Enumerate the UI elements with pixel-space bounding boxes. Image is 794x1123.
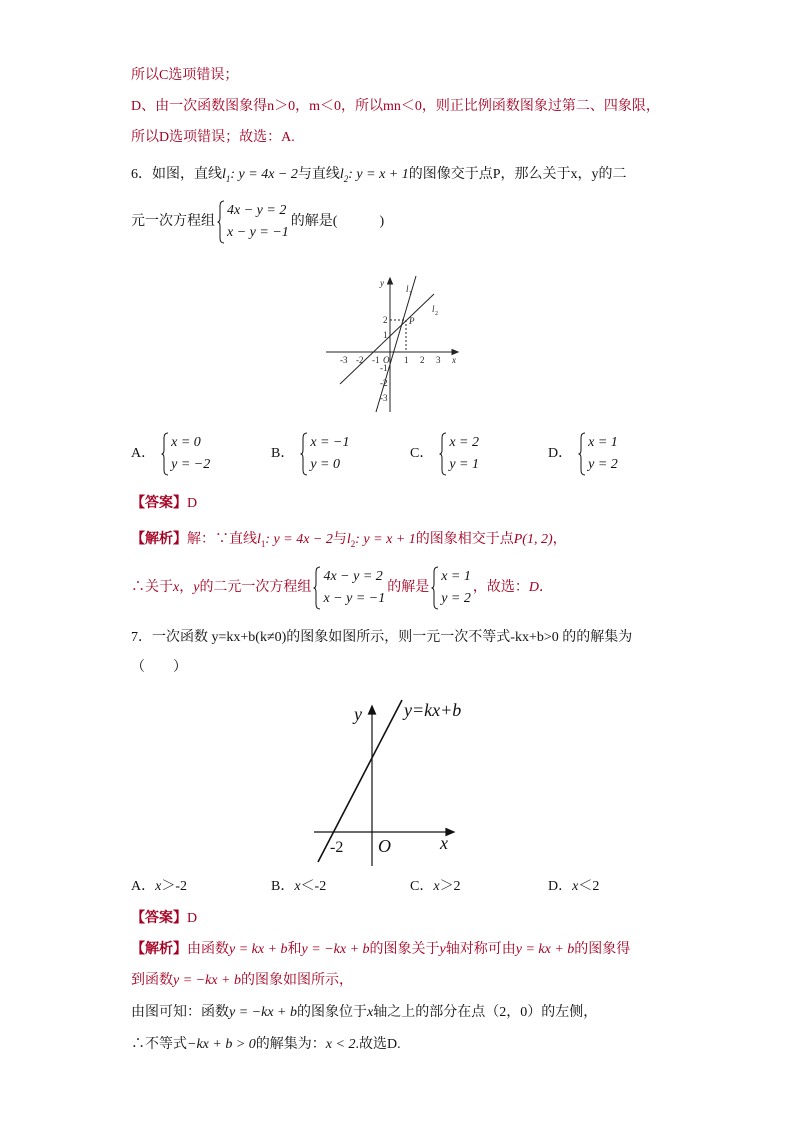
option-system	[300, 432, 349, 476]
option-label: C．	[410, 446, 434, 461]
line-l1-equation: : y = 4x − 2	[230, 167, 298, 182]
question-paren: （ ）	[131, 660, 187, 675]
answer-line	[131, 909, 197, 929]
analysis-line-4	[131, 1035, 401, 1055]
line-l1-label-sub: 1	[409, 291, 412, 297]
analysis-text: 轴对称可由	[445, 942, 516, 957]
analysis-math: −kx + b > 0	[187, 1037, 256, 1052]
option-a[interactable]	[131, 877, 187, 897]
analysis-math: x	[173, 580, 180, 596]
line-label: y=kx+b	[404, 700, 462, 720]
analysis-tag: 【解析】	[131, 942, 187, 957]
option-row: x = 1	[588, 435, 618, 450]
analysis-line-1	[131, 530, 567, 554]
brace-icon	[313, 566, 321, 610]
analysis-math: y	[193, 580, 200, 596]
line-l1-name: l	[257, 532, 261, 547]
analysis-math: y = kx + b	[229, 942, 288, 957]
option-system	[161, 432, 210, 476]
option-row: y = 2	[588, 457, 618, 472]
solution-system	[431, 566, 471, 610]
line-l2-equation: : y = x + 1	[348, 167, 409, 182]
prev-answer-text: 所以C选项错误；	[131, 68, 239, 83]
equation-row: x − y = −1	[227, 225, 289, 240]
x-axis-label: x	[440, 833, 448, 853]
analysis-text: 的解是	[387, 580, 430, 596]
analysis-text: 轴之上的部分在点（2，0）的左侧，	[373, 1005, 598, 1020]
option-label: D．	[548, 446, 573, 461]
text-line	[131, 66, 238, 86]
line-l1-label: l	[406, 284, 409, 294]
origin-label: O	[383, 355, 390, 365]
option-label: B．	[271, 879, 295, 894]
line-l2-name: l	[346, 532, 351, 547]
prev-answer-text: D、由一次函数图象得n＞0，m＜0，所以mn＜0，则正比例函数图象过第二、四象限，	[131, 99, 660, 114]
option-c[interactable]	[410, 432, 481, 476]
analysis-text: ，	[179, 580, 194, 596]
option-row: x = 0	[171, 435, 201, 450]
option-row: x = 2	[449, 435, 480, 450]
question-7-line-1	[131, 628, 632, 648]
analysis-text: ∴	[131, 580, 145, 596]
option-row: x = −1	[310, 435, 350, 450]
solution-row: x = 1	[441, 569, 471, 584]
analysis-text: 的图象得	[574, 942, 631, 957]
option-value: ＞2	[439, 879, 461, 894]
line-l2-sub: 2	[350, 538, 356, 549]
analysis-math: x	[366, 1005, 374, 1020]
line-l2-label-sub: 2	[435, 311, 438, 317]
analysis-math: x < 2	[325, 1037, 356, 1052]
analysis-tag: 【解析】	[131, 532, 187, 547]
analysis-text: ∴不等式	[131, 1037, 187, 1052]
analysis-math: D	[528, 580, 540, 596]
analysis-text: 的图象位于	[296, 1005, 367, 1020]
analysis-math: : y = 4x − 2	[265, 532, 333, 547]
analysis-line-2	[131, 566, 553, 610]
analysis-text: 的图象如图所示，	[240, 973, 353, 988]
y-tick-label: -3	[380, 393, 388, 403]
analysis-text: 由图可知：函数	[131, 1005, 229, 1020]
y-tick-label: -1	[380, 363, 388, 373]
origin-label: O	[378, 836, 391, 856]
question-text: 的解是( )	[290, 214, 385, 230]
answer-tag: 【答案】	[131, 911, 187, 926]
analysis-math: y = kx + b	[515, 942, 575, 957]
option-value: ＜-2	[300, 879, 327, 894]
question-text: 与直线	[297, 167, 340, 182]
option-value: ＞-2	[161, 879, 188, 894]
analysis-text: ．	[539, 580, 554, 596]
x-tick-label: 2	[420, 355, 425, 365]
analysis-math: : y = x + 1	[355, 532, 416, 547]
option-d[interactable]	[548, 432, 620, 476]
option-var: x	[155, 879, 162, 894]
equation-row: 4x − y = 2	[227, 203, 287, 218]
option-row: y = 1	[449, 457, 480, 472]
x-axis-arrow	[452, 350, 458, 355]
question-6-line-1	[131, 165, 627, 189]
option-b[interactable]	[271, 432, 351, 476]
analysis-math: y = −kx + b	[301, 942, 370, 957]
analysis-text: 到函数	[131, 973, 173, 988]
analysis-text: 的图象关于	[369, 942, 440, 957]
analysis-text: 的图象相交于点	[415, 532, 514, 547]
brace-icon	[578, 432, 586, 476]
intercept-label: -2	[330, 839, 344, 856]
analysis-line-1	[131, 940, 630, 960]
text-line	[131, 97, 660, 117]
answer-tag: 【答案】	[131, 496, 187, 511]
y-tick-label: 2	[383, 315, 388, 325]
analysis-text: 由函数	[187, 942, 229, 957]
option-c[interactable]	[410, 877, 461, 897]
question-text: 如图，直线	[152, 167, 222, 182]
option-label: C．	[410, 879, 434, 894]
y-tick-label: 1	[383, 330, 388, 340]
y-axis-arrow	[388, 278, 393, 284]
answer-line	[131, 494, 197, 514]
equation-row: 4x − y = 2	[323, 569, 383, 584]
option-a[interactable]	[131, 432, 212, 476]
analysis-line-2	[131, 971, 353, 991]
question-6-graph	[320, 272, 462, 414]
line-l1-name: l	[222, 167, 226, 182]
option-row: y = 0	[310, 457, 341, 472]
analysis-text: 解：	[187, 532, 215, 547]
equation-row: x − y = −1	[323, 591, 386, 606]
analysis-text: 关于	[145, 580, 173, 596]
brace-icon	[300, 432, 308, 476]
line-l2-name: l	[339, 167, 344, 182]
option-b[interactable]	[271, 877, 326, 897]
analysis-math: P(1, 2)	[513, 532, 553, 547]
analysis-math: y = −kx + b	[229, 1005, 297, 1020]
analysis-text: 和	[287, 942, 302, 957]
option-var: x	[572, 879, 579, 894]
y-axis-label: y	[380, 278, 384, 288]
option-var: x	[294, 879, 301, 894]
line-l2-sub: 2	[343, 173, 349, 184]
option-label: B．	[271, 446, 295, 461]
question-text: 元一次方程组	[131, 214, 215, 230]
analysis-text: 直线	[229, 532, 257, 547]
option-label: A．	[131, 446, 156, 461]
equation-system	[217, 200, 289, 244]
x-tick-label: -1	[372, 355, 380, 365]
analysis-text: 的二元一次方程组	[199, 580, 312, 596]
option-var: x	[433, 879, 440, 894]
analysis-text: .故选D.	[355, 1037, 401, 1052]
option-row: y = −2	[171, 457, 211, 472]
y-axis-arrow	[369, 706, 376, 714]
analysis-text: ，	[552, 532, 567, 547]
prev-answer-text: 所以D选项错误；故选：A.	[131, 130, 295, 145]
point-p-label: P	[409, 316, 415, 326]
text-line	[131, 128, 295, 148]
analysis-text: 的解集为：	[255, 1037, 326, 1052]
analysis-text: 与	[332, 532, 347, 547]
line-l1-sub: 1	[225, 173, 231, 184]
analysis-math: y	[439, 942, 446, 957]
option-system	[578, 432, 618, 476]
answer-value: D	[187, 911, 198, 926]
option-value: ＜2	[578, 879, 600, 894]
option-label: A．	[131, 879, 156, 894]
y-tick-label: -2	[380, 378, 388, 388]
x-axis-label: x	[452, 355, 456, 365]
analysis-line-3	[131, 1003, 597, 1023]
question-text: 7．一次函数 y=kx+b(k≠0)的图象如图所示，则一元一次不等式-kx+b>0 的的解集为	[131, 630, 633, 645]
equation-system	[313, 566, 385, 610]
x-tick-label: -3	[340, 355, 348, 365]
option-system	[439, 432, 479, 476]
question-7-line-2	[131, 658, 187, 678]
brace-icon	[431, 566, 439, 610]
y-axis-label: y	[354, 704, 362, 724]
x-tick-label: 3	[436, 355, 441, 365]
answer-value: D	[187, 496, 198, 511]
analysis-text: ，故选：	[472, 580, 529, 596]
analysis-text: ∵	[215, 532, 229, 547]
brace-icon	[161, 432, 169, 476]
question-7-graph	[306, 692, 476, 868]
question-6-line-2	[131, 200, 384, 244]
solution-row: y = 2	[441, 591, 471, 606]
question-number: 6．	[131, 167, 152, 182]
line-l2-label: l	[432, 304, 435, 314]
question-text: 的图像交于点P，那么关于x，y的二	[408, 167, 627, 182]
brace-icon	[217, 200, 225, 244]
line-l1-sub: 1	[260, 538, 266, 549]
x-tick-label: 1	[404, 355, 409, 365]
option-label: D．	[548, 879, 573, 894]
x-tick-label: -2	[356, 355, 364, 365]
option-d[interactable]	[548, 877, 599, 897]
brace-icon	[439, 432, 447, 476]
analysis-math: y = −kx + b	[173, 973, 241, 988]
